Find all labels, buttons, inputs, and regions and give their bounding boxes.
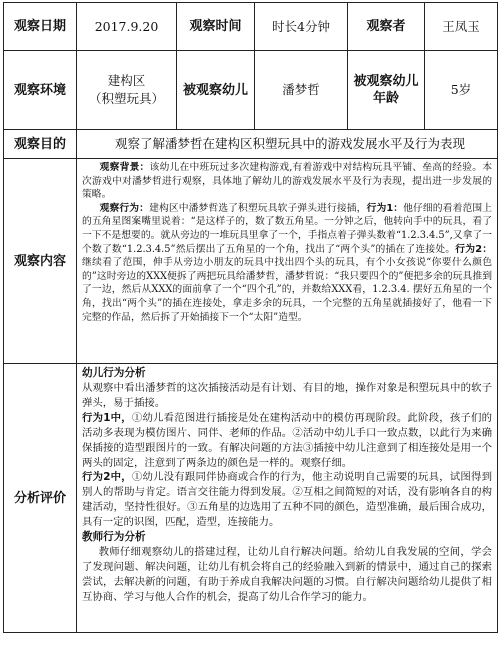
- content-label: 观察内容: [4, 159, 77, 364]
- content-body: [77, 159, 498, 364]
- behavior-2-analysis: [82, 470, 492, 530]
- environment-value-line2: （积塑玩具）: [88, 91, 164, 106]
- purpose-value: 观察了解潘梦哲在建构区积塑玩具中的游戏发展水平及行为表现: [77, 130, 498, 159]
- child-label: 被观察幼儿: [177, 51, 255, 130]
- row-date-time: [4, 3, 498, 51]
- behavior-1-analysis: [82, 411, 492, 471]
- row-purpose: [4, 130, 498, 159]
- behavior-heading: 观察行为：: [99, 202, 150, 214]
- behavior-1-analysis-heading: 行为1中，: [82, 411, 132, 424]
- date-value: 2017.9.20: [77, 3, 177, 51]
- child-value: 潘梦哲: [255, 51, 348, 130]
- environment-value: [77, 51, 177, 130]
- teacher-analysis-text: 教师仔细观察幼儿的搭建过程，让幼儿自行解决问题。给幼儿自我发展的空间，学会了发现问题、解决问题，让幼儿有机会将自己的经验融入到新的情景中，通过自己的探索尝试，去解决新的问题，有助于养成自我解决问题的习惯。自行解决问题给幼儿提供了相互协商、学习与他人合作的机会，提高了幼儿合作学习的能力。: [82, 546, 492, 603]
- background-heading: 观察背景：: [99, 162, 150, 173]
- age-value: 5岁: [425, 51, 498, 130]
- analysis-label: 分析评价: [4, 364, 77, 633]
- background-text: 该幼儿在中班玩过多次建构游戏,有着游戏中对结构玩具平铺、垒高的经验。本次游戏中对潘梦哲进行观察，具体地了解幼儿的游戏发展水平及行为表现，提出进一步发展的策略。: [82, 162, 492, 201]
- age-label-line2: 年龄: [372, 91, 399, 106]
- child-analysis-intro: 从观察中看出潘梦哲的这次插接活动是有计划、有目的地，操作对象是积塑玩具中的软子弹头，易于插接。: [82, 382, 492, 409]
- behavior-2-analysis-heading: 行为2中，: [82, 471, 132, 484]
- behavior-2-analysis-text: ①幼儿没有跟同伴协商或合作的行为，他主动说明自己需要的玩具，试图得到别人的帮助与肯定。语言交往能力得到发展。②互相之间简短的对话，没有影响各自的构建活动，坚持性很好。③五角星的边选用了五种不同的颜色，造型准确，最后围合成功，具有一定的识图，匹配，造型，连接能力。: [82, 471, 493, 529]
- environment-value-line1: 建构区: [107, 73, 146, 88]
- row-environment: [4, 51, 498, 130]
- time-label: 观察时间: [177, 3, 255, 51]
- age-label: [348, 51, 425, 130]
- row-content: [4, 159, 498, 364]
- child-analysis-heading: 幼儿行为分析: [82, 367, 146, 379]
- date-label: 观察日期: [4, 3, 77, 51]
- behavior-1-analysis-text: ①幼儿看范图进行插接是处在建构活动中的模仿再现阶段。此阶段，孩子们的活动多表现为模仿图片、同伴、老师的作品。②活动中幼儿手口一致点数，以此行为来确保插接的造型跟图片的一致。有解决问题的方法③插接中幼儿注意到了相连接处是用一个两头的固定，注意到了两条边的颜色是一样的。观察仔细。: [82, 411, 493, 469]
- age-label-line1: 被观察幼儿: [353, 74, 419, 89]
- behavior-2-heading: 行为2：: [455, 243, 492, 255]
- teacher-analysis-heading: 教师行为分析: [82, 531, 146, 544]
- background-paragraph: [82, 161, 492, 202]
- behavior-paragraph: [82, 202, 492, 324]
- time-value: 时长4分钟: [255, 3, 348, 51]
- behavior-1-heading: 行为1：: [366, 202, 404, 214]
- behavior-2-text: 继续看了范围，伸手从旁边小朋友的玩具中找出四个头的玩具，有个小女孩说“你要什么颜色的”这时旁边的XXX便拆了两把玩具给潘梦哲，潘梦哲说：“我只要四个的”便把多余的玩具推到了一边，然后从XXX的面前拿了一个“四个孔”的，并数给XXX看，1.2.3.4. 摆好五角星的一个角，找出“两个头”的插在连接处，拿走多余的玩具，一个完整的五角星就插接好了，他看一下完整的作品，然后拆了开始插接下一个“太阳”造型。: [82, 257, 492, 323]
- observation-table: [3, 2, 498, 633]
- row-analysis: [4, 364, 498, 633]
- behavior-text-intro: 建构区中潘梦哲选了积塑玩具软子弹头进行接插，: [149, 202, 367, 214]
- observer-value: 王凤玉: [425, 3, 498, 51]
- behavior-1-text: 他仔细的看着范围上的五角星图案嘴里说着：“是这样子的，数了数五角星。一分钟之后，他转向手中的玩具，看了一下不是想要的。就从旁边的一堆玩具里拿了一个，手指点着子弹头数着“1.2.3.4.5”,又拿了一个数了数“1.2.3.4.5”然后摆出了五角星的一个角，找出了“两个头”的插在了连接处。: [82, 202, 493, 255]
- environment-label: 观察环境: [4, 51, 77, 130]
- purpose-label: 观察目的: [4, 130, 77, 159]
- analysis-body: [77, 364, 498, 633]
- observer-label: 观察者: [348, 3, 425, 51]
